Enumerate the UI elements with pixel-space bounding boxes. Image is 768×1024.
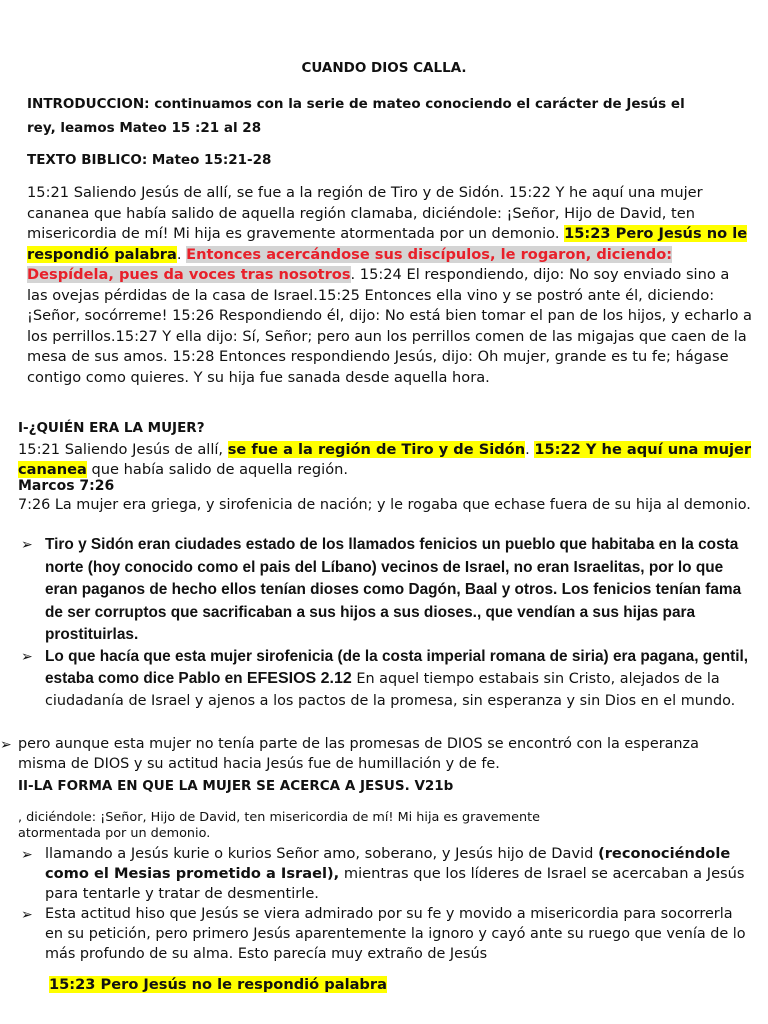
passage-red-highlight: Entonces acercándose sus discípulos, le rogaron, diciendo: Despídela, pues da voces tras nosotros — [27, 245, 673, 283]
bullet-tiro-sidon — [45, 534, 745, 647]
bullet-arrow-icon: ➢ — [0, 736, 12, 752]
bullet-text: llamando a Jesús kurie o kurios Señor amo, soberano, y Jesús hijo de David — [45, 845, 599, 862]
passage-highlight-1: 15:23 Pero Jesús no le respondió palabra — [27, 225, 748, 263]
marcos-reference: Marcos 7:26 — [18, 478, 115, 494]
passage-text-3: . 15:24 El respondiendo, dijo: No soy enviado sino a las ovejas pérdidas de la casa de Israel.15:25 Entonces ella vino y se postró ante él, diciendo: ¡Señor, socórreme! 15:26 Respondiendo él, dijo: No está bien tomar el pan de los hijos, y echarlo a los perrillos.15:27 Y ella dijo: Sí, Señor; pero aun los perrillos comen de las migajas que caen de la mesa de sus amos. 15:28 Entonces respondiendo Jesús, dijo: Oh mujer, grande es tu fe; hágase contigo como quieres. Y su hija fue sanada desde aquella hora. — [27, 266, 752, 386]
quote-line-1: , diciéndole: ¡Señor, Hijo de David, ten misericordia de mí! Mi hija es gravemente — [18, 810, 541, 825]
section-2-heading: II-LA FORMA EN QUE LA MUJER SE ACERCA A JESUS. V21b — [18, 778, 454, 794]
section-1-heading: I-¿QUIÉN ERA LA MUJER? — [18, 420, 205, 436]
bullet-text-emphasis: (reconociéndole como el Mesias prometido a Israel), — [45, 845, 731, 882]
bullet-arrow-icon: ➢ — [21, 846, 33, 862]
verse-text-b: . — [525, 441, 535, 458]
passage-text-2: . — [176, 245, 187, 263]
bullet-arrow-icon: ➢ — [21, 906, 33, 922]
introduction — [27, 92, 727, 140]
bullet-text-rest: mientras que los líderes de Israel se acercaban a Jesús para tentarle y tratar de desmentirle. — [45, 865, 745, 902]
quote-line-2: atormentada por un demonio. — [18, 825, 211, 841]
closing-verse — [49, 976, 768, 993]
closing-verse-highlight: 15:23 Pero Jesús no le respondió palabra — [49, 976, 387, 993]
bullet-kurios — [45, 844, 755, 904]
bullet-text-emphasis: (hoy conocido como el pais del Líbano) — [87, 558, 377, 576]
verse-text: 15:21 Saliendo Jesús de allí, — [18, 441, 228, 458]
marcos-text: 7:26 La mujer era griega, y sirofenicia de nación; y le rogaba que echase fuera de su hija al demonio. — [18, 497, 751, 513]
section-2-quote — [18, 810, 738, 841]
document-title: CUANDO DIOS CALLA. — [301, 60, 467, 76]
bible-passage — [27, 183, 752, 388]
intro-line-1: INTRODUCCION: continuamos con la serie de mateo conociendo el carácter de Jesús el — [27, 96, 685, 112]
verse-highlight-1: se fue a la región de Tiro y de Sidón — [227, 441, 526, 458]
bullet-text-rest: era pagana, gentil, estaba como dice Pablo en — [45, 648, 749, 687]
efesios-reference: EFESIOS 2.12 — [246, 669, 352, 687]
efesios-quote: En aquel tiempo estabais sin Cristo, alejados de la ciudadanía de Israel y ajenos a los pactos de la promesa, sin esperanza y sin Dios en el mundo. — [45, 670, 736, 709]
bullet-text: Lo que hacía que esta mujer sirofenicia — [45, 648, 338, 665]
bullet-text: Tiro y Sidón eran ciudades estado de los llamados fenicios un pueblo que habitaba en la costa norte — [45, 536, 739, 576]
bullet-esperanza: pero aunque esta mujer no tenía parte de las promesas de DIOS se encontró con la esperanza misma de DIOS y su actitud hacia Jesús fue de humillación y de fe. — [18, 736, 699, 772]
verse-text-c: que había salido de aquella región. — [86, 461, 349, 478]
bullet-text-rest: vecinos de Israel, no eran Israelitas, por lo que eran paganos de hecho ellos tenían dioses como Dagón, Baal y otros. Los fenicios tenían fama de ser corruptos que sacrificaban a sus hijos a sus dioses., que vendían a sus hijas para prostituirlas. — [45, 558, 742, 643]
texto-biblico-heading: TEXTO BIBLICO: Mateo 15:21-28 — [27, 152, 272, 168]
passage-text-1: 15:21 Saliendo Jesús de allí, se fue a la región de Tiro y de Sidón. 15:22 Y he aquí una mujer cananea que había salido de aquella región clamaba, diciéndole: ¡Señor, Hijo de David, ten misericordia de mí! Mi hija es gravemente atormentada por un demonio. — [27, 184, 703, 242]
section-1-verse — [18, 440, 753, 480]
bullet-sirofenicia — [45, 646, 755, 713]
intro-line-2: rey, leamos Mateo 15 :21 al 28 — [27, 120, 262, 136]
bullet-arrow-icon: ➢ — [21, 648, 33, 664]
bullet-text-emphasis: (de la costa imperial romana de siria) — [337, 648, 609, 665]
verse-highlight-2: 15:22 Y he aquí una mujer cananea — [18, 441, 752, 478]
bullet-actitud: Esta actitud hiso que Jesús se viera admirado por su fe y movido a misericordia para socorrerla en su petición, pero primero Jesús aparentemente la ignoro y cayó ante su ruego que venía de lo más profundo de su alma. Esto parecía muy extraño de Jesús — [45, 906, 746, 962]
bullet-arrow-icon: ➢ — [21, 536, 33, 552]
